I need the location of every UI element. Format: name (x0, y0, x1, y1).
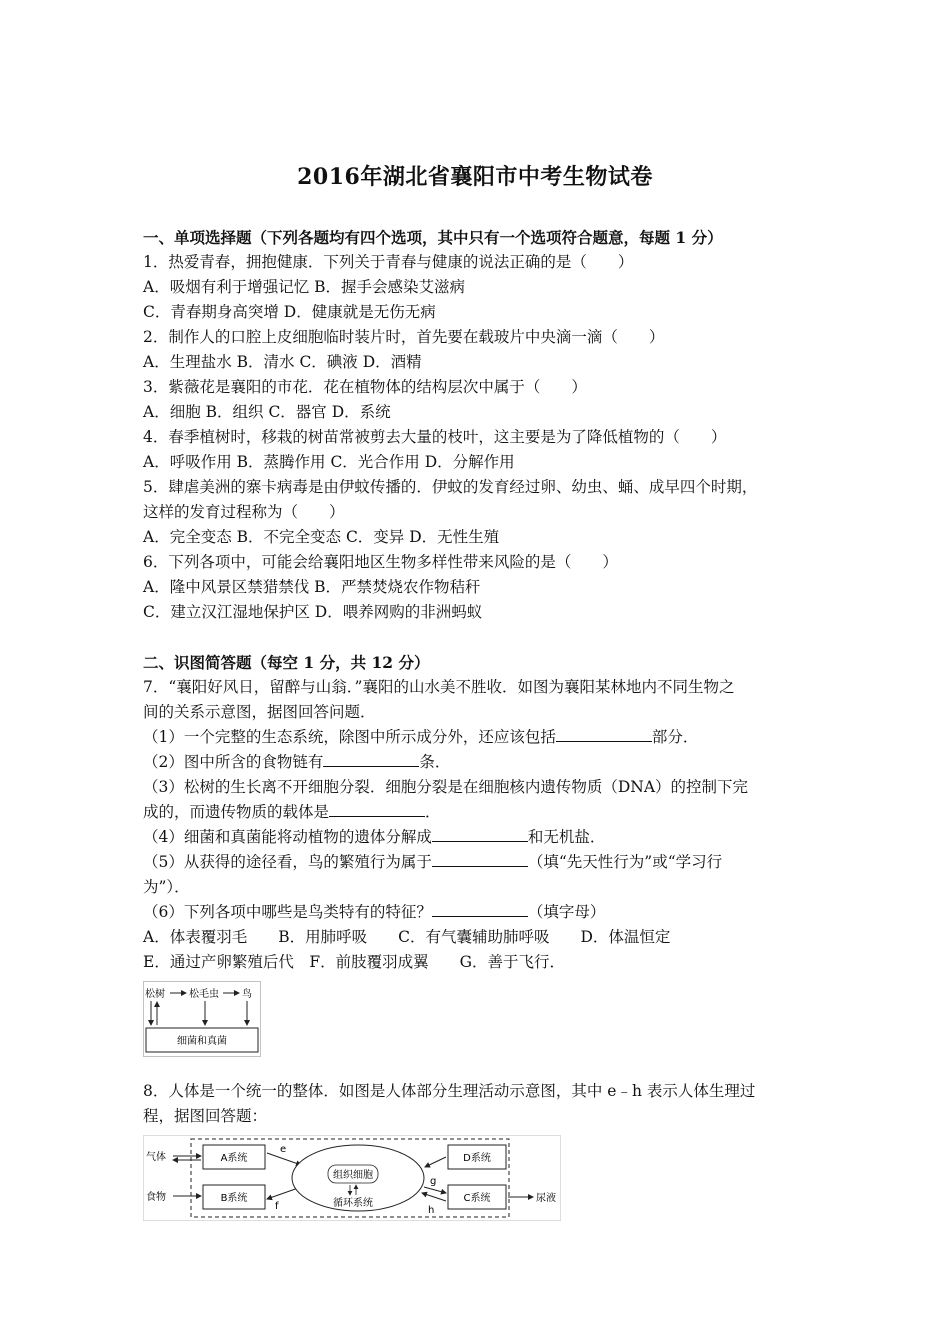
pine-label: 松树 (145, 989, 165, 1000)
q5-stem-line1: 5．肆虐美洲的寨卡病毒是由伊蚊传播的．伊蚊的发育经过卵、幼虫、蛹、成早四个时期， (143, 478, 758, 496)
answer-blank-1[interactable] (556, 725, 652, 742)
q7-part5: （5）从获得的途径看，鸟的繁殖行为属于 （填“先天性行为”或“学习行 (143, 850, 813, 875)
q7-part3-line2: 成的，而遗传物质的载体是 ． (143, 800, 813, 825)
q8-stem-line2: 程，据图回答题： (143, 1107, 268, 1125)
q8-stem-line1: 8．人体是一个统一的整体．如图是人体部分生理活动示意图，其中 e﹣h 表示人体生理过 (143, 1082, 756, 1100)
system-c-label: C系统 (463, 1193, 491, 1204)
tissue-cells-label: 组织细胞 (333, 1170, 373, 1181)
food-label: 食物 (146, 1192, 166, 1203)
q7-options-1: A．体表覆羽毛 B．用肺呼吸 C．有气囊辅助肺呼吸 D．体温恒定 (143, 928, 671, 946)
q7-stem-line1: 7．“襄阳好风日，留醉与山翁．”襄阳的山水美不胜收．如图为襄阳某林地内不同生物之 (143, 678, 735, 696)
q5-stem-line2: 这样的发育过程称为（ ） (143, 503, 345, 521)
q1-stem: 1．热爱青春，拥抱健康．下列关于青春与健康的说法正确的是（ ） (143, 253, 634, 271)
section2-heading: 二、识图简答题（每空 1 分，共 12 分） (143, 653, 430, 672)
q2-stem: 2．制作人的口腔上皮细胞临时装片时，首先要在载玻片中央滴一滴（ ） (143, 328, 665, 346)
q4-options: A．呼吸作用 B．蒸腾作用 C．光合作用 D．分解作用 (143, 453, 515, 471)
food-web-diagram (143, 981, 261, 1057)
human-physiology-diagram (143, 1135, 561, 1221)
circulation-label: 循环系统 (333, 1198, 373, 1209)
system-b-label: B系统 (220, 1193, 248, 1204)
answer-blank-3[interactable] (329, 800, 425, 817)
q1-options-cd: C．青春期身高突增 D．健康就是无伤无病 (143, 303, 436, 321)
answer-blank-6[interactable] (432, 900, 528, 917)
q6-stem: 6．下列各项中，可能会给襄阳地区生物多样性带来风险的是（ ） (143, 553, 618, 571)
q7-part6: （6）下列各项中哪些是鸟类特有的特征？ （填字母） (143, 900, 813, 925)
q7-options-2: E．通过产卵繁殖后代 F．前肢覆羽成翼 G．善于飞行． (143, 953, 565, 971)
section1-heading: 一、单项选择题（下列各题均有四个选项，其中只有一个选项符合题意，每题 1 分） (143, 228, 723, 247)
urine-label: 尿液 (536, 1193, 556, 1204)
q1-options-ab: A．吸烟有利于增强记忆 B．握手会感染艾滋病 (143, 278, 466, 296)
q7-part3-line1: （3）松树的生长离不开细胞分裂．细胞分裂是在细胞核内遗传物质（DNA）的控制下完 (143, 778, 749, 796)
answer-blank-2[interactable] (323, 750, 419, 767)
process-h-label: h (428, 1205, 435, 1216)
q4-stem: 4．春季植树时，移栽的树苗常被剪去大量的枝叶，这主要是为了降低植物的（ ） (143, 428, 727, 446)
caterpillar-label: 松毛虫 (189, 989, 219, 1000)
bird-label: 鸟 (242, 989, 252, 1000)
q7-part2: （2）图中所含的食物链有 条． (143, 750, 813, 775)
decomposers-label: 细菌和真菌 (177, 1036, 227, 1047)
process-e-label: e (280, 1144, 287, 1155)
process-f-label: f (275, 1201, 279, 1212)
q5-options: A．完全变态 B．不完全变态 C．变异 D．无性生殖 (143, 528, 500, 546)
q7-stem-line2: 间的关系示意图，据图回答问题． (143, 703, 376, 721)
q6-options-cd: C．建立汉江湿地保护区 D．喂养网购的非洲蚂蚁 (143, 603, 483, 621)
q6-options-ab: A．隆中风景区禁猎禁伐 B．严禁焚烧农作物秸秆 (143, 578, 481, 596)
process-g-label: g (430, 1176, 437, 1187)
system-a-label: A系统 (220, 1153, 248, 1164)
q2-options: A．生理盐水 B．清水 C．碘液 D．酒精 (143, 353, 422, 371)
answer-blank-5[interactable] (432, 850, 528, 867)
exam-content (143, 225, 813, 1229)
q7-part4: （4）细菌和真菌能将动植物的遗体分解成 和无机盐． (143, 825, 813, 850)
answer-blank-4[interactable] (432, 825, 528, 842)
exam-title: 2016年湖北省襄阳市中考生物试卷 (297, 164, 653, 190)
q7-part1: （1）一个完整的生态系统，除图中所示成分外，还应该包括 部分． (143, 725, 813, 750)
q7-part5-line2: 为”）． (143, 878, 190, 896)
q3-options: A．细胞 B．组织 C．器官 D．系统 (143, 403, 391, 421)
q3-stem: 3．紫薇花是襄阳的市花．花在植物体的结构层次中属于（ ） (143, 378, 587, 396)
system-d-label: D系统 (463, 1153, 491, 1164)
gas-label: 气体 (146, 1152, 166, 1163)
